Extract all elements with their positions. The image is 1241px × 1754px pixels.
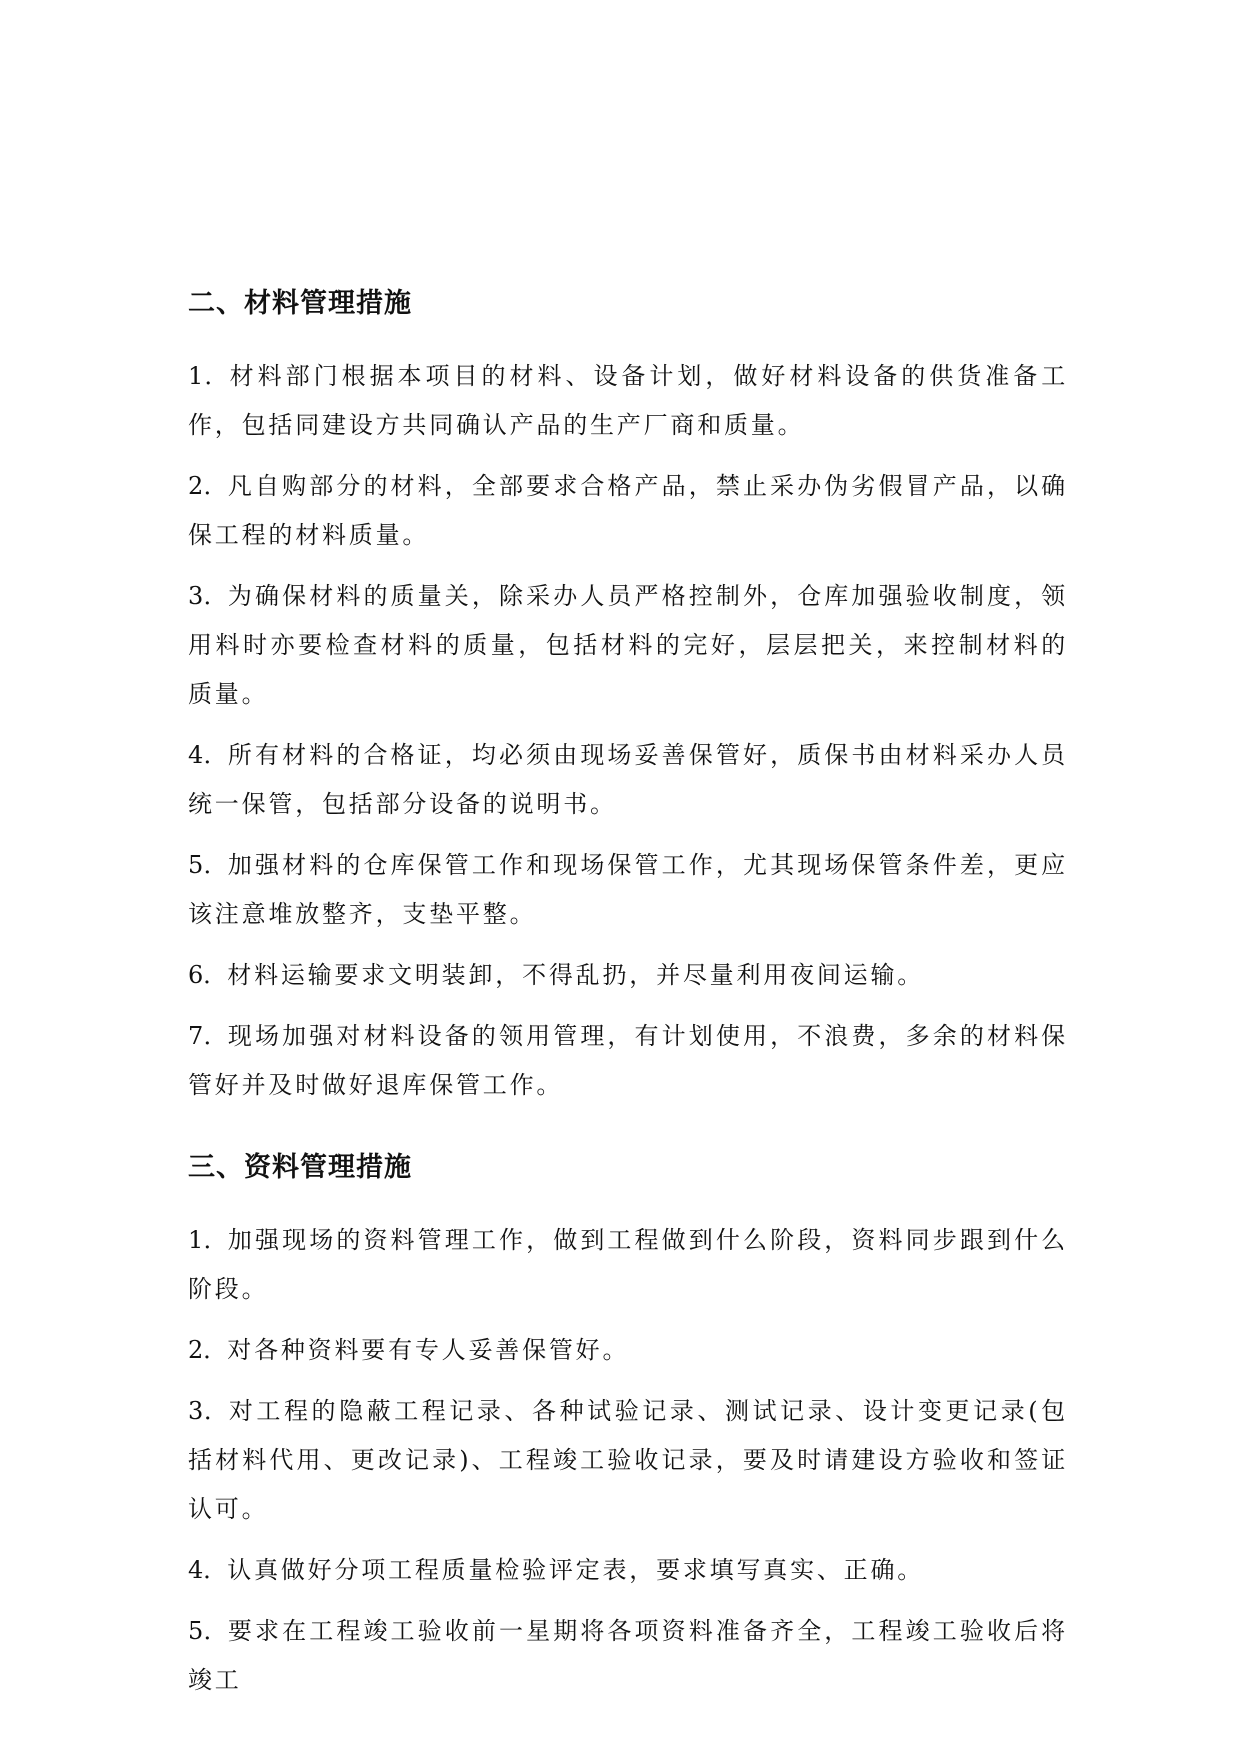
list-item <box>188 951 1068 1000</box>
item-text: 为确保材料的质量关，除采办人员严格控制外，仓库加强验收制度，领用料时亦要检查材料的质量，包括材料的完好，层层把关，来控制材料的质量。 <box>188 582 1068 708</box>
list-item <box>188 1387 1068 1534</box>
item-number: 3． <box>188 1397 229 1425</box>
section-heading: 二、材料管理措施 <box>188 288 412 319</box>
item-number: 4． <box>188 1556 228 1584</box>
item-text: 认真做好分项工程质量检验评定表，要求填写真实、正确。 <box>227 1556 925 1584</box>
item-number: 5． <box>188 851 228 879</box>
item-text: 要求在工程竣工验收前一星期将各项资料准备齐全，工程竣工验收后将竣工 <box>188 1617 1068 1694</box>
list-item <box>188 572 1068 719</box>
item-text: 所有材料的合格证，均必须由现场妥善保管好，质保书由材料采办人员统一保管，包括部分设备的说明书。 <box>188 741 1068 818</box>
section-document-management <box>188 1148 1068 1717</box>
item-number: 2． <box>188 1336 228 1364</box>
list-item <box>188 352 1068 450</box>
list-item <box>188 1012 1068 1110</box>
list-item <box>188 462 1068 560</box>
item-text: 对各种资料要有专人妥善保管好。 <box>227 1336 630 1364</box>
list-item <box>188 1326 1068 1375</box>
item-number: 7． <box>188 1022 228 1050</box>
item-number: 2． <box>188 472 228 500</box>
list-item <box>188 1607 1068 1705</box>
list-item <box>188 1546 1068 1595</box>
list-item <box>188 841 1068 939</box>
section-material-management <box>188 284 1068 1122</box>
item-number: 6． <box>188 961 228 989</box>
item-number: 4． <box>188 741 228 769</box>
item-text: 凡自购部分的材料，全部要求合格产品，禁止采办伪劣假冒产品，以确保工程的材料质量。 <box>188 472 1068 549</box>
item-text: 加强现场的资料管理工作，做到工程做到什么阶段，资料同步跟到什么阶段。 <box>188 1226 1068 1303</box>
item-number: 5． <box>188 1617 228 1645</box>
item-text: 现场加强对材料设备的领用管理，有计划使用，不浪费，多余的材料保管好并及时做好退库保管工作。 <box>188 1022 1068 1099</box>
item-text: 材料部门根据本项目的材料、设备计划，做好材料设备的供货准备工作，包括同建设方共同确认产品的生产厂商和质量。 <box>188 362 1068 439</box>
item-number: 1． <box>188 1226 228 1254</box>
item-number: 3． <box>188 582 228 610</box>
item-text: 加强材料的仓库保管工作和现场保管工作，尤其现场保管条件差，更应该注意堆放整齐，支垫平整。 <box>188 851 1068 928</box>
section-heading: 三、资料管理措施 <box>188 1152 412 1183</box>
list-item <box>188 731 1068 829</box>
item-number: 1． <box>188 362 230 390</box>
item-text: 对工程的隐蔽工程记录、各种试验记录、测试记录、设计变更记录(包括材料代用、更改记录)、工程竣工验收记录，要及时请建设方验收和签证认可。 <box>188 1397 1068 1523</box>
item-text: 材料运输要求文明装卸，不得乱扔，并尽量利用夜间运输。 <box>227 961 925 989</box>
list-item <box>188 1216 1068 1314</box>
